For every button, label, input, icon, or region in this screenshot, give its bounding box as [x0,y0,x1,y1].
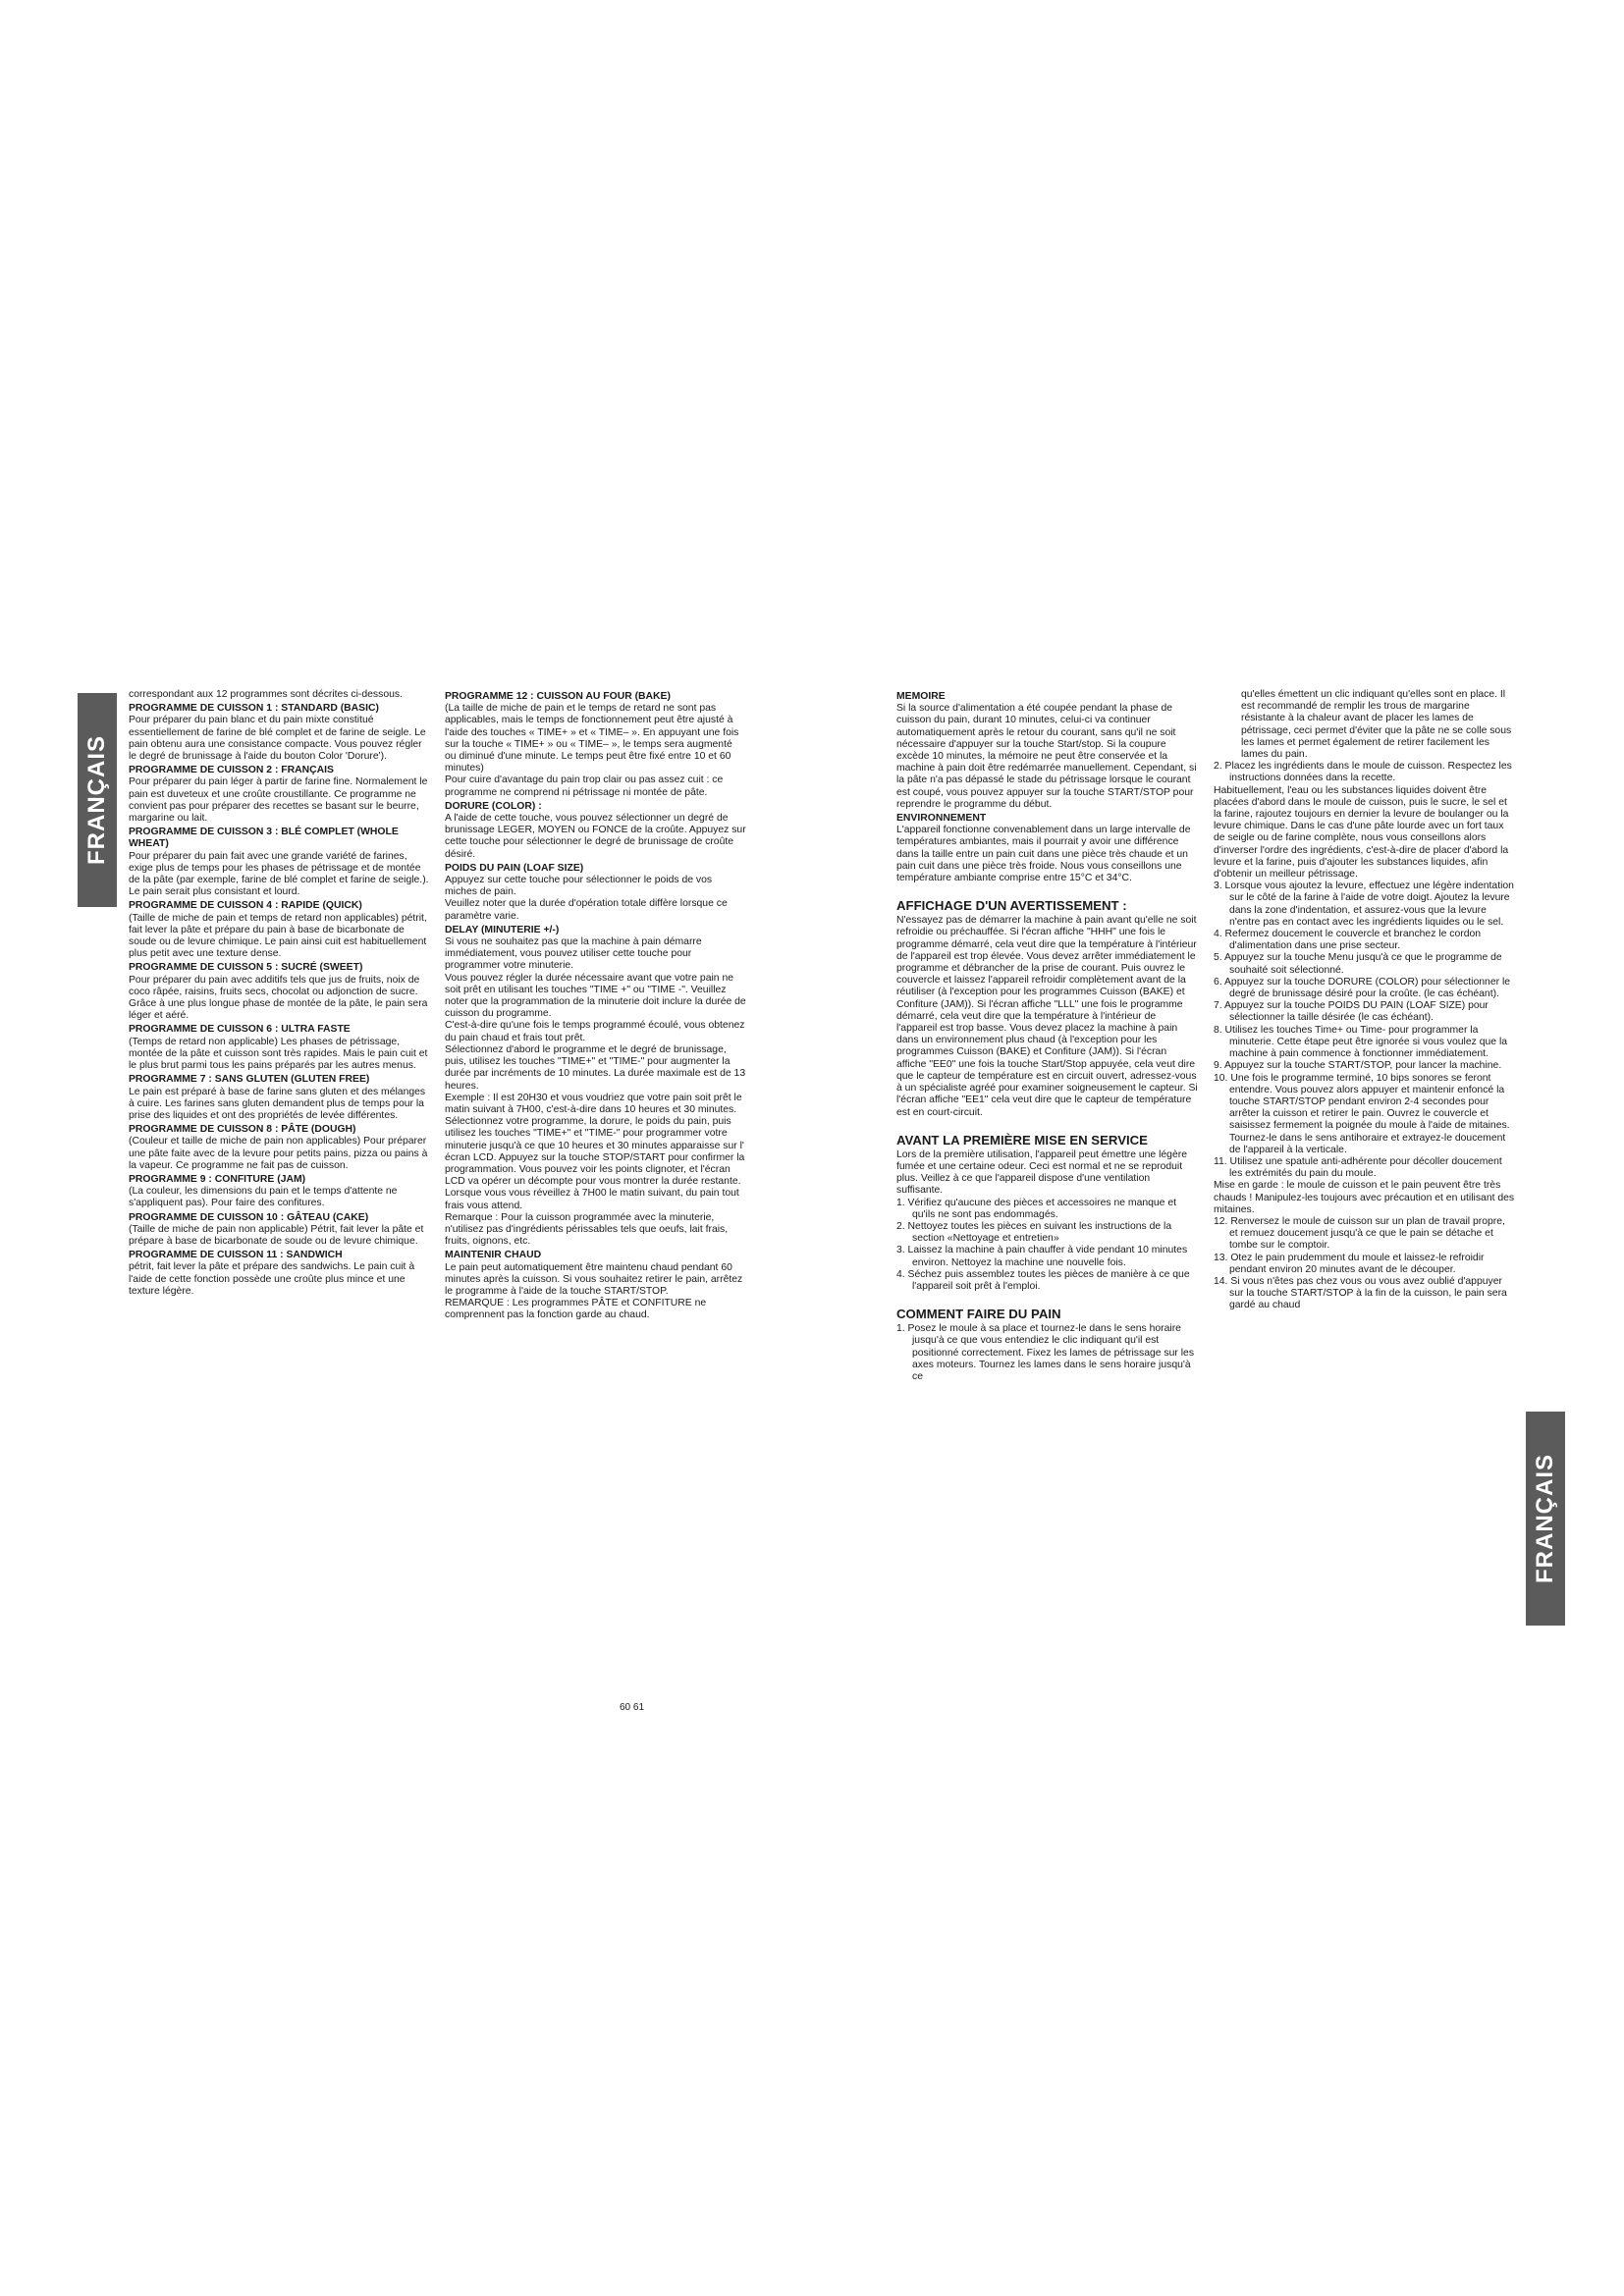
paragraph: (La taille de miche de pain et le temps de retard ne sont pas applicables, mais le temps de fonctionnement peut être ajusté à l'aide des touches « TIME+ » et « TIME– ». En appuyant une fois sur la touche « TIME+ » ou « TIME– », le temps sera augmenté ou diminué d'une minute. Le temps peut être fixé entre 10 et 60 minutes) [445,703,739,774]
section-heading: DORURE (COLOR) : [445,800,542,812]
list-item: 3. Lorsque vous ajoutez la levure, effectuez une légère indentation sur le côté de la farine à l'aide de votre doigt. Ajoutez la levure dans la zone d'indentation, et assurez-vous que la levure n'entre pas en contact avec les ingrédients liquides ou le sel. [1214,881,1514,928]
section-heading: PROGRAMME DE CUISSON 1 : STANDARD (BASIC) [129,703,379,715]
section-heading: DELAY (MINUTERIE +/-) [445,924,560,935]
paragraph: pétrit, fait lever la pâte et prépare des sandwichs. Le pain cuit à l'aide de cette fonction possède une croûte plus mince et une texture légère. [129,1261,415,1297]
list-item: 6. Appuyez sur la touche DORURE (COLOR) pour sélectionner le degré de brunissage désiré pour la croûte. (le cas échéant). [1214,976,1511,1000]
paragraph: Lors de la première utilisation, l'appareil peut émettre une légère fumée et une certaine odeur. Ceci est normal et ne se reproduit plus. Veillez à ce que l'appareil dispose d'une ventilation suffisante. [896,1148,1187,1197]
paragraph: (Couleur et taille de miche de pain non applicables) Pour préparer une pâte faite avec de la levure pour petits pains, pizza ou pains à la vapeur. Ce programme ne fait pas de cuisson. [129,1136,428,1171]
list-item: 4. Séchez puis assemblez toutes les pièces de manière à ce que l'appareil soit prêt à l'emploi. [896,1268,1190,1292]
paragraph: correspondant aux 12 programmes sont décrites ci-dessous. [129,689,403,700]
text-column-2 [445,689,746,1322]
paragraph: Exemple : Il est 20H30 et vous voudriez que votre pain soit prêt le matin suivant à 7H00, c'est-à-dire dans 10 heures et 30 minutes. Sélectionnez votre programme, la dorure, le poids du pain, puis utilisez les touches "TIME+" et "TIME-" pour programmer votre minuterie jusqu'à ce que 10 heures et 30 minutes apparaisse sur l' écran LCD. Appuyez sur la touche STOP/START pour confirmer la programmation. Vous pouvez voir les points clignoter, et l'écran LCD va opérer un décompte pour vous montrer la durée restante. Lorsque vous vous réveillez à 7H00 le matin suivant, du pain tout frais vous attend. [445,1092,745,1211]
paragraph: (Taille de miche de pain et temps de retard non applicables) pétrit, fait lever la pâte et prépare du pain à base de bicarbonate de soude ou de levure chimique. Le pain ainsi cuit est habituellement plus petit avec une texture dense. [129,912,427,960]
list-item: 9. Appuyez sur la touche START/STOP, pour lancer la machine. [1214,1060,1502,1072]
section-heading: POIDS DU PAIN (LOAF SIZE) [445,862,584,874]
paragraph: L'appareil fonctionne convenablement dans un large intervalle de températures ambiantes, mais il pourrait y avoir une différence dans la taille entre un pain cuit dans une pièce très chaude et un pain cuit dans une pièce très froide. Nous vous conseillons une température ambiante comprise entre 15°C et 34°C. [896,825,1191,884]
paragraph: Veuillez noter que la durée d'opération totale diffère lorsque ce paramètre varie. [445,898,728,922]
text-column-1 [129,689,429,1298]
section-title: COMMENT FAIRE DU PAIN [896,1307,1061,1322]
list-item: 5. Appuyez sur la touche Menu jusqu'à ce que le programme de souhaité soit sélectionné. [1214,952,1502,976]
section-heading: PROGRAMME DE CUISSON 5 : SUCRÉ (SWEET) [129,962,363,974]
paragraph: Le pain peut automatiquement être maintenu chaud pendant 60 minutes après la cuisson. Si vous souhaitez retirer le pain, arrêtez le programme à l'aide de la touche START/STOP. [445,1261,743,1297]
list-item: 7. Appuyez sur la touche POIDS DU PAIN (LOAF SIZE) pour sélectionner la taille désirée (le cas échéant). [1214,1000,1489,1024]
list-item: 12. Renversez le moule de cuisson sur un plan de travail propre, et remuez doucement jusqu'à ce que le pain se détache et tombe sur le comptoir. [1214,1215,1505,1252]
paragraph: Mise en garde : le moule de cuisson et le pain peuvent être très chauds ! Manipulez-les toujours avec précaution et en utilisant des mitaines. [1214,1180,1515,1215]
section-heading: PROGRAMME DE CUISSON 2 : FRANÇAIS [129,765,334,776]
list-continuation: qu'elles émettent un clic indiquant qu'elles sont en place. Il est recommandé de remplir les trous de margarine résistante à la chaleur avant de placer les lames de pétrissage, ceci permet d'éviter que la pâte ne se colle sous les lames et permet également de retirer facilement les lames du pain. [1241,689,1512,761]
section-heading: PROGRAMME 9 : CONFITURE (JAM) [129,1173,306,1185]
paragraph: (La couleur, les dimensions du pain et le temps d'attente ne s'appliquent pas). Pour faire des confitures. [129,1186,398,1209]
list-item: 3. Laissez la machine à pain chauffer à vide pendant 10 minutes environ. Nettoyez la machine une nouvelle fois. [896,1245,1188,1268]
paragraph: Si la source d'alimentation a été coupée pendant la phase de cuisson du pain, durant 10 minutes, celui-ci va continuer automatiquement après le retour du courant, sans qu'il ne soit nécessaire d'appuyer sur la touche Start/stop. Si la coupure excède 10 minutes, la mémoire ne peut être conservée et la machine à pain doit être redémarrée manuellement. Cependant, si la pâte n'a pas dépassé le stade du pétrissage lorsque le courant est coupé, vous pouvez appuyer sur la touche START/STOP pour reprendre le programme du début. [896,703,1197,810]
list-item: 2. Nettoyez toutes les pièces en suivant les instructions de la section «Nettoyage et entretien» [896,1220,1172,1245]
paragraph: C'est-à-dire qu'une fois le temps programmé écoulé, vous obtenez du pain chaud et frais tout prêt. [445,1020,745,1043]
list-item: 1. Vérifiez qu'aucune des pièces et accessoires ne manque et qu'ils ne sont pas endommagés. [896,1197,1177,1220]
section-heading: PROGRAMME 7 : SANS GLUTEN (GLUTEN FREE) [129,1074,370,1086]
text-column-4 [1214,689,1515,1312]
section-title: AVANT LA PREMIÈRE MISE EN SERVICE [896,1132,1148,1148]
paragraph: Vous pouvez régler la durée nécessaire avant que votre pain ne soit prêt en utilisant les touches "TIME +" ou "TIME -". Veuillez noter que la programmation de la minuterie doit inclure la durée de cuisson du programme. [445,972,746,1020]
language-tab-left [78,693,117,907]
paragraph: Si vous ne souhaitez pas que la machine à pain démarre immédiatement, vous pouvez utiliser cette touche pour programmer votre minuterie. [445,936,702,972]
paragraph: Le pain est préparé à base de farine sans gluten et des mélanges à cuire. Les farines sans gluten demandent plus de temps pour la prise des liquides et ont des propriétés de levée différentes. [129,1086,426,1121]
section-heading: PROGRAMME DE CUISSON 3 : BLÉ COMPLET (WHOLE WHEAT) [129,827,399,850]
list-item: 8. Utilisez les touches Time+ ou Time- pour programmer la minuterie. Cette étape peut être ignorée si vous voulez que la machine à pain commence à fonctionner immédiatement. [1214,1024,1508,1060]
section-heading: PROGRAMME 12 : CUISSON AU FOUR (BAKE) [445,691,671,702]
paragraph: (Temps de retard non applicable) Les phases de pétrissage, montée de la pâte et cuisson sont très rapides. Mais le pain cuit et le plus brut parmi tous les pains préparés par les autres menus. [129,1036,428,1072]
section-heading: PROGRAMME DE CUISSON 4 : RAPIDE (QUICK) [129,900,362,912]
page-numbers: 60 61 [620,1702,645,1713]
paragraph: Remarque : Pour la cuisson programmée avec la minuterie, n'utilisez pas d'ingrédients périssables tels que oeufs, lait frais, fruits, oignons, etc. [445,1211,729,1248]
paragraph: Pour préparer du pain avec additifs tels que jus de fruits, noix de coco râpée, raisins, fruits secs, chocolat ou adjonction de sucre. Grâce à une plus longue phase de montée de la pâte, le pain sera léger et aéré. [129,974,428,1022]
section-heading: ENVIRONNEMENT [896,813,987,825]
paragraph: Pour cuire d'avantage du pain trop clair ou pas assez cuit : ce programme ne comprend ni pétrissage ni montée de pâte. [445,774,724,798]
list-item: 11. Utilisez une spatule anti-adhérente pour décoller doucement les extrémités du pain du moule. [1214,1155,1502,1180]
language-tab-left-label: FRANÇAIS [83,735,110,865]
text-column-3 [896,689,1198,1383]
list-item: 10. Une fois le programme terminé, 10 bips sonores se feront entendre. Vous pouvez alors appuyer et maintenir enfoncé la touche START/STOP pendant environ 2-4 secondes pour arrêter la cuisson et retirer le pain. Ouvrez le couvercle et saisissez fermement la poignée du moule à l'aide de mitaines. Tournez-le dans le sens antihoraire et extrayez-le doucement de l'appareil à la verticale. [1214,1072,1510,1155]
language-tab-right-label: FRANÇAIS [1532,1454,1558,1583]
list-item: 1. Posez le moule à sa place et tournez-le dans le sens horaire jusqu'à ce que vous entendiez le clic indiquant qu'il est positionné correctement. Fixez les lames de pétrissage sur les axes moteurs. Tournez les lames dans le sens horaire jusqu'à ce [896,1323,1195,1382]
section-heading: MEMOIRE [896,691,946,702]
section-heading: PROGRAMME DE CUISSON 8 : PÂTE (DOUGH) [129,1124,356,1136]
paragraph: (Taille de miche de pain non applicable) Pétrit, fait lever la pâte et prépare à base de bicarbonate de soude ou de levure chimique. [129,1223,424,1247]
paragraph: Sélectionnez d'abord le programme et le degré de brunissage, puis, utilisez les touches "TIME+" et "TIME-" pour augmenter la durée par incréments de 10 minutes. La durée maximale est de 13 heures. [445,1043,746,1092]
language-tab-right [1526,1412,1565,1626]
list-item: 4. Refermez doucement le couvercle et branchez le cordon d'alimentation dans une prise secteur. [1214,929,1482,952]
section-title: AFFICHAGE D'UN AVERTISSEMENT : [896,898,1127,914]
paragraph: N'essayez pas de démarrer la machine à pain avant qu'elle ne soit refroidie ou préchauffée. Si l'écran affiche "HHH" une fois le programme démarré, cela veut dire que la température à l'intérieur de l'appareil est trop élevée. Vous devez arrêter immédiatement le programme et débrancher de la prise de courant. Puis ouvrez le couvercle et laissez l'appareil refroidir complètement avant de la réutiliser (à l'exception pour les programmes Cuisson (BAKE) et Confiture (JAM)). Si l'écran affiche "LLL" une fois le programme démarré, cela veut dire que la température à l'intérieur de l'appareil est trop basse. Vous devez placez la machine à pain dans un environnement plus chaud (à l'exception pour les programmes Cuisson (BAKE) et Confiture (JAM)). Si l'écran affiche "EE0" une fois la touche Start/Stop appuyée, cela veut dire que le capteur de température est en circuit ouvert, adressez-vous à un spécialiste agréé pour examiner soigneusement le capteur. Si l'écran affiche "EE1" cela veut dire que le capteur de température est en court-circuit. [896,915,1198,1118]
paragraph: A l'aide de cette touche, vous pouvez sélectionner un degré de brunissage LEGER, MOYEN ou FONCE de la croûte. Appuyez sur cette touche pour sélectionner le degré de brunissage de croûte désiré. [445,813,746,860]
paragraph: Pour préparer du pain blanc et du pain mixte constitué essentiellement de farine de blé complet et de farine de seigle. Le pain obtenu aura une consistance compacte. Vous pouvez régler le degré de brunissage à l'aide du bouton Color 'Dorure'). [129,715,426,763]
paragraph: Appuyez sur cette touche pour sélectionner le poids de vos miches de pain. [445,875,713,898]
paragraph: Pour préparer du pain léger à partir de farine fine. Normalement le pain est duveteux et une croûte croustillante. Ce programme ne convient pas pour préparer des recettes se basant sur le beurre, margarine ou lait. [129,776,428,825]
list-item: 14. Si vous n'êtes pas chez vous ou vous avez oublié d'appuyer sur la touche START/STOP à la fin de la cuisson, le pain sera gardé au chaud [1214,1275,1507,1311]
section-heading: PROGRAMME DE CUISSON 11 : SANDWICH [129,1250,343,1261]
section-heading: PROGRAMME DE CUISSON 10 : GÂTEAU (CAKE) [129,1211,369,1223]
section-heading: PROGRAMME DE CUISSON 6 : ULTRA FASTE [129,1024,351,1036]
section-heading: MAINTENIR CHAUD [445,1250,542,1261]
paragraph: Habituellement, l'eau ou les substances liquides doivent être placées d'abord dans le moule de cuisson, puis le sucre, le sel et la farine, rajoutez toujours en dernier la levure de boulanger ou la levure chimique. Dans le cas d'une pâte lourde avec un fort taux de seigle ou de farine complète, nous vous conseillons alors d'inverser l'ordre des ingrédients, c'est-à-dire de placer d'abord la levure et la farine, puis d'ajouter les substances liquides, afin d'obtenir un meilleur pétrissage. [1214,784,1509,881]
paragraph: Pour préparer du pain fait avec une grande variété de farines, exige plus de temps pour les phases de pétrissage et de montée de la pâte (par exemple, farine de blé complet et farine de seigle.). Le pain serait plus consistant et lourd. [129,850,429,898]
paragraph: REMARQUE : Les programmes PÂTE et CONFITURE ne comprennent pas la fonction garde au chaud. [445,1298,707,1321]
list-item: 2. Placez les ingrédients dans le moule de cuisson. Respectez les instructions données dans la recette. [1214,761,1512,784]
list-item: 13. Otez le pain prudemment du moule et laissez-le refroidir pendant environ 20 minutes avant de le découper. [1214,1252,1485,1275]
